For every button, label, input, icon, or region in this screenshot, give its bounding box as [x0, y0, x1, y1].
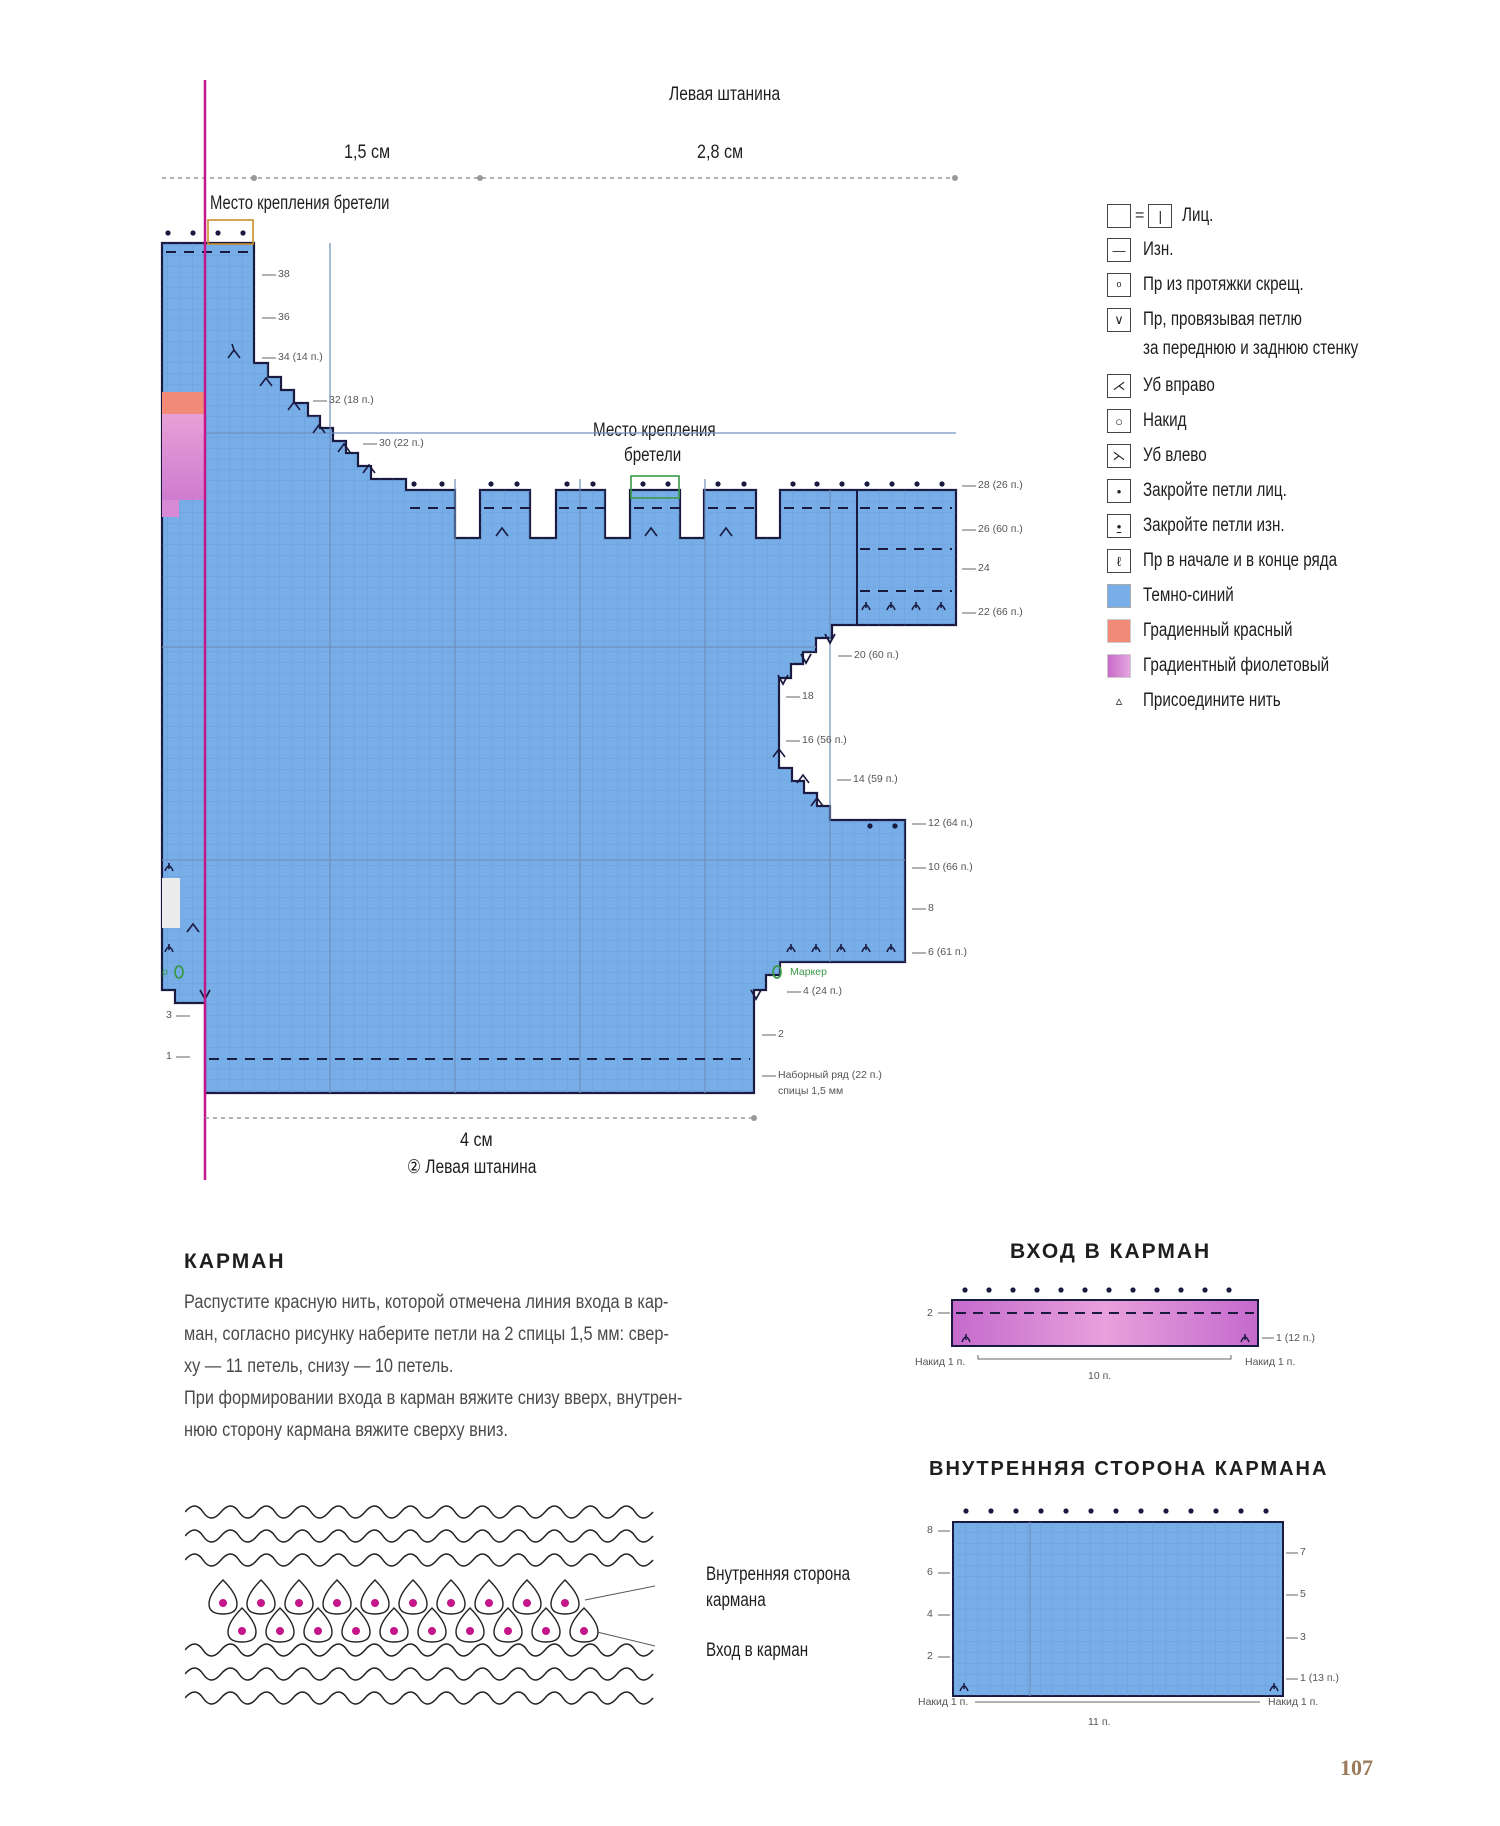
inner-chart-title: ВНУТРЕННЯЯ СТОРОНА КАРМАНА [929, 1458, 1329, 1480]
legend-text: Темно-синий [1143, 585, 1234, 606]
legend-text: Пр в начале и в конце ряда [1143, 550, 1338, 571]
row-label: 28 (26 п.) [978, 479, 1023, 491]
legend-text: Присоедините нить [1143, 690, 1281, 711]
strap-attachment-label-mid-2: бретели [624, 445, 682, 466]
entry-row-right: 1 (12 п.) [1276, 1332, 1315, 1344]
row-label: 6 (61 п.) [928, 946, 967, 958]
entry-chart-title: ВХОД В КАРМАН [1010, 1240, 1212, 1263]
violet-swatch [1107, 654, 1131, 678]
text-line: ман, согласно рисунку наберите петли на 2 спицы 1,5 мм: свер- [184, 1324, 669, 1345]
legend-item [1107, 408, 1197, 434]
cast-on-note: Наборный ряд (22 п.) [778, 1069, 882, 1081]
inner-row-left: 8 [927, 1524, 933, 1536]
marker-label: Маркер [790, 966, 827, 978]
inner-row-right: 1 (13 п.) [1300, 1672, 1339, 1684]
label-entry: Вход в карман [706, 1640, 809, 1661]
inner-right-note: Накид 1 п. [1268, 1696, 1319, 1708]
knit-icon [1107, 204, 1131, 228]
legend-text: Градиентный фиолетовый [1143, 655, 1330, 676]
page-number: 107 [1340, 1755, 1373, 1780]
knit-stitch-icon: | [1148, 204, 1172, 228]
row-label: 2 [778, 1028, 784, 1040]
inner-row-left: 2 [927, 1650, 933, 1662]
legend-item [1107, 237, 1181, 263]
purl-icon: — [1107, 238, 1131, 262]
row-label: 22 (66 п.) [978, 606, 1023, 618]
decrease-left-icon: ⋋ [1107, 444, 1131, 468]
twisted-increase-icon: ᵒ [1107, 273, 1131, 297]
legend-item [1107, 653, 1376, 679]
legend-text: Градиенный красный [1143, 620, 1293, 641]
kfb-icon: ∨ [1107, 308, 1131, 332]
entry-row-left: 2 [927, 1307, 933, 1319]
join-yarn-icon: ▵ [1107, 689, 1131, 713]
legend-item [1107, 307, 1342, 333]
row-label: 24 [978, 562, 990, 574]
row-label: 16 (56 п.) [802, 734, 847, 746]
inner-row-right: 7 [1300, 1546, 1306, 1558]
text-line: Распустите красную нить, которой отмечена линия входа в кар- [184, 1292, 669, 1313]
row-label-left: 1 [166, 1050, 172, 1062]
text-line: ху — 11 петель, снизу — 10 петель. [184, 1356, 454, 1377]
row-label: 18 [802, 690, 814, 702]
strap-attachment-label-mid: Место крепления [593, 420, 716, 441]
text-line: нюю сторону кармана вяжите сверху вниз. [184, 1420, 508, 1441]
inner-row-left: 4 [927, 1608, 933, 1620]
legend-item [1107, 373, 1233, 399]
row-label: 20 (60 п.) [854, 649, 899, 661]
legend-text-continued: за переднюю и заднюю стенку [1143, 338, 1359, 359]
legend-item [1107, 443, 1223, 469]
legend-text: Закройте петли изн. [1143, 515, 1285, 536]
make-one-icon: ℓ [1107, 549, 1131, 573]
legend-text: Лиц. [1182, 205, 1214, 226]
navy-swatch [1107, 584, 1131, 608]
equals-sign: = [1135, 207, 1145, 224]
bind-off-knit-icon: • [1107, 479, 1131, 503]
pocket-instructions [184, 1287, 804, 1447]
legend-text: Уб влево [1143, 445, 1207, 466]
row-label: 30 (22 п.) [379, 437, 424, 449]
bottom-dimension: 4 см [460, 1130, 493, 1151]
legend-item [1107, 513, 1320, 539]
entry-right-note: Накид 1 п. [1245, 1356, 1296, 1368]
cast-on-note-2: спицы 1,5 мм [778, 1085, 844, 1097]
legend-item [1107, 583, 1256, 609]
label-inner-side-2: кармана [706, 1590, 766, 1611]
chart-caption: ② Левая штанина [407, 1157, 537, 1178]
legend-item [1107, 618, 1330, 644]
row-label: 36 [278, 311, 290, 323]
inner-row-right: 3 [1300, 1631, 1306, 1643]
red-swatch [1107, 619, 1131, 643]
dimension-right: 2,8 см [697, 142, 744, 163]
row-label: 8 [928, 902, 934, 914]
row-label: 32 (18 п.) [329, 394, 374, 406]
legend-item [1107, 688, 1315, 714]
decrease-right-icon: ⋌ [1107, 374, 1131, 398]
legend-text: Изн. [1143, 239, 1174, 260]
legend-text: Пр, провязывая петлю [1143, 309, 1302, 330]
legend-text: Пр из протяжки скрещ. [1143, 274, 1304, 295]
row-label-left: 3 [166, 1009, 172, 1021]
row-label: 38 [278, 268, 290, 280]
row-label: 12 (64 п.) [928, 817, 973, 829]
row-label: 14 (59 п.) [853, 773, 898, 785]
inner-row-left: 6 [927, 1566, 933, 1578]
legend-text: Уб вправо [1143, 375, 1215, 396]
entry-center-note: 10 п. [1088, 1370, 1112, 1382]
inner-left-note: Накид 1 п. [918, 1696, 969, 1708]
legend-item [1107, 548, 1386, 574]
inner-row-right: 5 [1300, 1588, 1306, 1600]
row-label: 26 (60 п.) [978, 523, 1023, 535]
knitting-illustration [185, 1500, 655, 1710]
legend-text: Закройте петли лиц. [1143, 480, 1287, 501]
row-label: 10 (66 п.) [928, 861, 973, 873]
legend-item [1107, 478, 1323, 504]
row-label: 4 (24 п.) [803, 985, 842, 997]
pocket-heading: КАРМАН [184, 1250, 286, 1273]
row-label: 34 (14 п.) [278, 351, 323, 363]
label-inner-side: Внутренняя сторона [706, 1564, 851, 1585]
legend-item [1107, 272, 1344, 298]
main-chart-title: Левая штанина [669, 84, 781, 105]
dimension-left: 1,5 см [344, 142, 391, 163]
entry-left-note: Накид 1 п. [915, 1356, 966, 1368]
yarn-over-icon: ○ [1107, 409, 1131, 433]
inner-center-note: 11 п. [1088, 1716, 1111, 1728]
inner-chart [900, 1495, 1320, 1715]
legend-item [1107, 203, 1222, 229]
marker-label-left: р [162, 966, 168, 978]
text-line: При формировании входа в карман вяжите снизу вверх, внутрен- [184, 1388, 683, 1409]
bind-off-purl-icon: • [1107, 514, 1131, 538]
legend-text: Накид [1143, 410, 1187, 431]
strap-attachment-label-top: Место крепления бретели [210, 193, 390, 214]
